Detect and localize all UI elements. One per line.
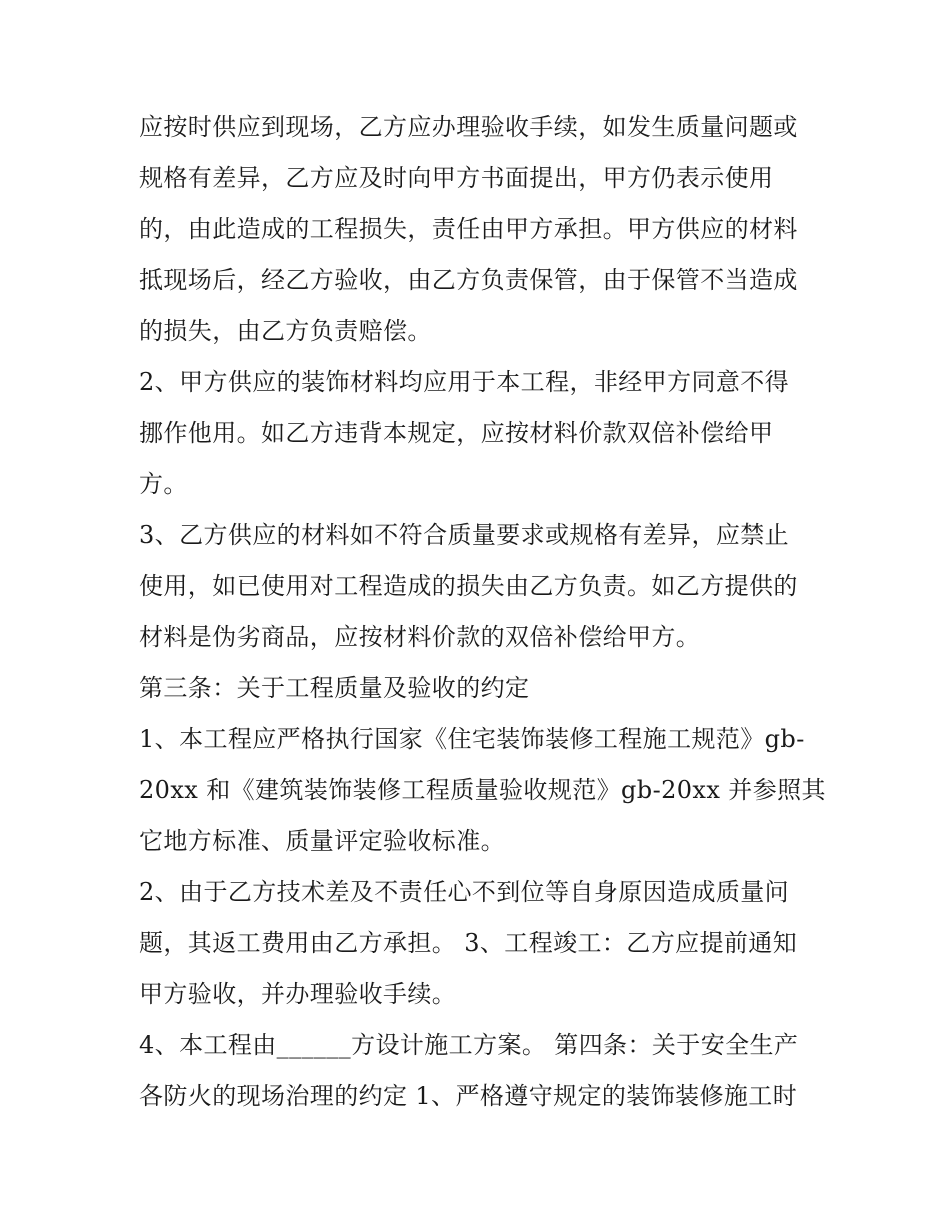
text-line: 挪作他用。如乙方违背本规定，应按材料价款双倍补偿给甲 — [139, 419, 774, 447]
text-line: 应按时供应到现场，乙方应办理验收手续，如发生质量问题或 — [139, 113, 798, 141]
text-line: 的，由此造成的工程损失，责任由甲方承担。甲方供应的材料 — [139, 215, 798, 243]
text-line: 各防火的现场治理的约定 1、严格遵守规定的装饰装修施工时 — [139, 1082, 798, 1110]
text-line: 4、本工程由______方设计施工方案。 第四条：关于安全生产 — [139, 1031, 799, 1059]
document-body — [139, 102, 826, 1122]
text-line: 的损失，由乙方负责赔偿。 — [139, 317, 432, 345]
text-line: 20xx 和《建筑装饰装修工程质量验收规范》gb-20xx 并参照其 — [139, 776, 826, 804]
text-line: 1、本工程应严格执行国家《住宅装饰装修工程施工规范》gb- — [139, 725, 805, 753]
text-line: 抵现场后，经乙方验收，由乙方负责保管，由于保管不当造成 — [139, 266, 798, 294]
text-line: 规格有差异，乙方应及时向甲方书面提出，甲方仍表示使用 — [139, 164, 774, 192]
text-line: 材料是伪劣商品，应按材料价款的双倍补偿给甲方。 — [139, 623, 701, 651]
text-line: 它地方标准、质量评定验收标准。 — [139, 827, 505, 855]
text-line: 甲方验收，并办理验收手续。 — [139, 980, 457, 1008]
text-line: 使用，如已使用对工程造成的损失由乙方负责。如乙方提供的 — [139, 572, 798, 600]
text-line: 2、由于乙方技术差及不责任心不到位等自身原因造成质量问 — [139, 878, 790, 906]
text-line: 题，其返工费用由乙方承担。 3、工程竣工：乙方应提前通知 — [139, 929, 798, 957]
text-line: 3、乙方供应的材料如不符合质量要求或规格有差异，应禁止 — [139, 521, 790, 549]
section-heading: 第三条：关于工程质量及验收的约定 — [139, 674, 530, 702]
text-line: 2、甲方供应的装饰材料均应用于本工程，非经甲方同意不得 — [139, 368, 790, 396]
text-line: 方。 — [139, 470, 188, 498]
